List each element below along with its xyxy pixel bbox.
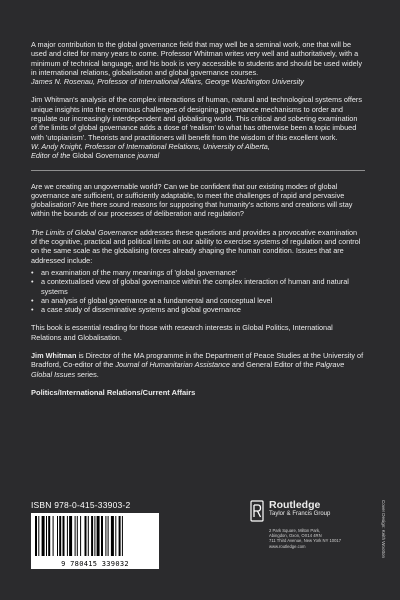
address-line: 2 Park Square, Milton Park, <box>269 528 321 533</box>
book-title-italic: The Limits of Global Governance <box>31 227 138 237</box>
essential-reading: This book is essential reading for those with research interests in Global Politics, International Relations and Globalisation. <box>31 323 333 342</box>
review-1-attribution: James N. Rosenau, Professor of International Affairs, George Washington University <box>31 77 304 87</box>
barcode-bar <box>48 516 50 556</box>
author-bio-text-1: is Director of the MA programme in the Department of Peace Studies at the University of Bradford, Co-editor of the <box>31 351 364 370</box>
barcode-bar <box>46 516 47 556</box>
author-bio-journal: Journal of Humanitarian Assistance <box>115 360 230 370</box>
issues-list <box>31 268 365 314</box>
publisher-block <box>250 500 370 549</box>
barcode-bar <box>38 516 39 556</box>
barcode-bar <box>77 516 78 556</box>
barcode-bar <box>97 516 100 556</box>
review-2-attribution: W. Andy Knight, Professor of International Relations, University of Alberta, <box>31 141 270 151</box>
barcode-bar <box>80 516 81 556</box>
barcode-bar <box>35 516 37 556</box>
address-line: 711 Third Avenue, New York NY 10017 <box>269 538 342 544</box>
address-line: www.routledge.com <box>269 543 306 549</box>
intro-text: addresses these questions and provides a provocative examination of the cognitive, practical and political limits on our ability to exercise systems of regulation and control on the same scale as the globalising forces already shaping the human condition. Issues that are addressed include: <box>31 227 361 265</box>
barcode-bar <box>85 516 87 556</box>
cover-credit <box>380 500 386 590</box>
list-item: • a contextualised view of global governance within the complex interaction of human and natural systems <box>31 277 365 296</box>
barcode-bar <box>88 516 89 556</box>
isbn-label: ISBN 978-0-415-33903-2 <box>31 500 131 510</box>
barcode-bar <box>75 516 76 556</box>
author-bio-text-3: series. <box>77 369 99 379</box>
barcode-bar <box>115 516 116 556</box>
author-bio <box>31 351 365 379</box>
review-2-journal-name: Global Governance <box>72 151 136 161</box>
barcode-bar <box>119 516 121 556</box>
review-1-text: A major contribution to the global governance field that may well be a seminal work, one that will be used and cited for many years to come. Professor Whitman writes very well and authoritatively, with a minimum of technical language, and his book is very accessible to students and should be used widely in international relations, globalisation and global governance courses. <box>31 40 362 77</box>
intro-paragraph <box>31 228 365 265</box>
barcode-digits: 9 780415 339032 <box>61 560 129 568</box>
barcode-bar <box>108 516 109 556</box>
barcode-bar <box>69 516 72 556</box>
publisher-address <box>269 528 370 549</box>
barcode-bar <box>101 516 103 556</box>
publisher-group: Taylor & Francis Group <box>269 511 331 517</box>
review-2 <box>31 95 365 160</box>
barcode-bar <box>63 516 65 556</box>
publisher-name: Routledge <box>269 499 321 511</box>
barcode-bar <box>105 516 106 556</box>
barcode-bar <box>42 516 45 556</box>
list-item: • a case study of disseminative systems and global governance <box>31 305 365 314</box>
cover-credit-text: Cover Design: Keith Wootton <box>381 500 386 558</box>
routledge-logo-icon <box>250 500 264 522</box>
barcode-bars <box>35 516 155 556</box>
review-2-attribution-suffix: journal <box>137 151 160 161</box>
author-bio-series: Palgrave Global Issues <box>31 360 345 379</box>
questions-paragraph: Are we creating an ungovernable world? Can we be confident that our existing modes of global governance are sufficient, or sufficiently adaptable, to meet the challenges of rapid and pervasive globalisation? Are there sound reasons for supposing that humanity's actions and creations will stay within the bounds of our processes of deliberation and regulation? <box>31 181 353 219</box>
barcode-bar <box>57 516 58 556</box>
barcode-bar <box>122 516 123 556</box>
list-item: • an examination of the many meanings of 'global governance' <box>31 268 365 277</box>
blurb-area <box>31 40 365 397</box>
barcode <box>31 513 159 569</box>
review-1 <box>31 40 365 86</box>
subject-categories: Politics/International Relations/Current Affairs <box>31 387 196 397</box>
barcode-bar <box>111 516 114 556</box>
address-line: Abingdon, Oxon, OX14 4RN <box>269 533 322 539</box>
barcode-bar <box>53 516 54 556</box>
review-2-text: Jim Whitman's analysis of the complex interactions of human, natural and technological systems offers unique insights into the enormous challenges of designing governance mechanisms to order and regulate our increasingly interdependent and globalising world. This critical and sobering examination of the limits of global governance adds a dose of 'realism' to what has otherwise been a topic imbued with 'utopianism'. Theorists and practitioners will benefit from the wisdom of this excellent work. <box>31 95 362 142</box>
barcode-bar <box>91 516 93 556</box>
list-item: • an analysis of global governance at a fundamental and conceptual level <box>31 296 365 305</box>
isbn-block <box>31 500 159 569</box>
author-name: Jim Whitman <box>31 351 77 361</box>
divider <box>31 170 365 171</box>
author-bio-text-2: and General Editor of the <box>231 360 314 370</box>
barcode-bar <box>67 516 68 556</box>
review-2-attribution-prefix: Editor of the <box>31 151 71 161</box>
barcode-bar <box>59 516 61 556</box>
barcode-bar <box>94 516 95 556</box>
